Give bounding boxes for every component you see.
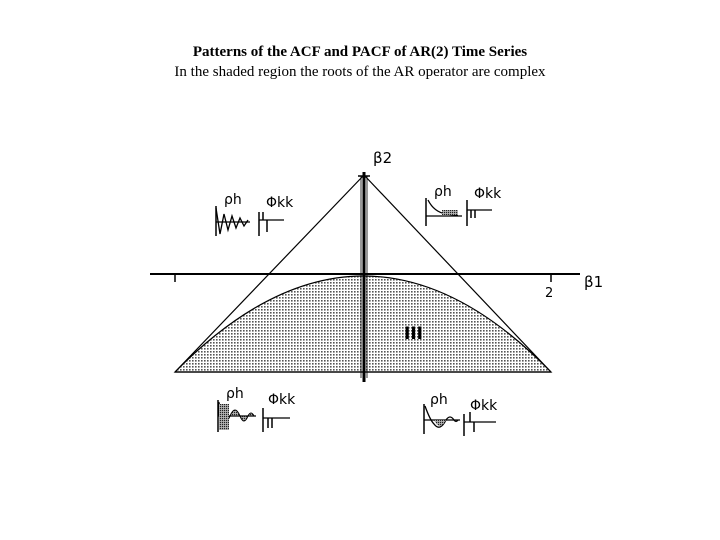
acf-label: ρh	[224, 192, 242, 208]
pacf-spikes-plot	[464, 412, 496, 436]
acf-label: ρh	[430, 392, 448, 408]
axis-tick-label: 2	[545, 286, 554, 301]
inset-top-left	[216, 192, 294, 236]
acf-damped-sine-plot	[218, 400, 256, 432]
pacf-label: Φkk	[470, 398, 498, 414]
vertical-axis-label: β2	[373, 149, 393, 167]
pacf-label: Φkk	[474, 186, 502, 202]
region-iii-label: III	[404, 324, 423, 344]
pacf-spikes-plot	[259, 212, 284, 236]
page-title: Patterns of the ACF and PACF of AR(2) Time Series	[192, 44, 528, 60]
acf-oscillating-plot	[216, 206, 250, 236]
horizontal-axis-label: β1	[584, 273, 604, 291]
acf-decay-plot	[426, 198, 462, 226]
pacf-label: Φkk	[268, 392, 296, 408]
page-subtitle: In the shaded region the roots of the AR operator are complex	[174, 64, 546, 80]
pacf-label: Φkk	[266, 195, 294, 211]
acf-damped-sine-plot	[424, 404, 460, 434]
acf-label: ρh	[226, 386, 244, 402]
inset-top-right	[426, 184, 502, 226]
inset-bottom-right	[424, 392, 498, 436]
acf-label: ρh	[434, 184, 452, 200]
inset-bottom-left	[218, 386, 296, 432]
pacf-spikes-plot	[263, 408, 290, 432]
pacf-spikes-plot	[467, 200, 492, 226]
